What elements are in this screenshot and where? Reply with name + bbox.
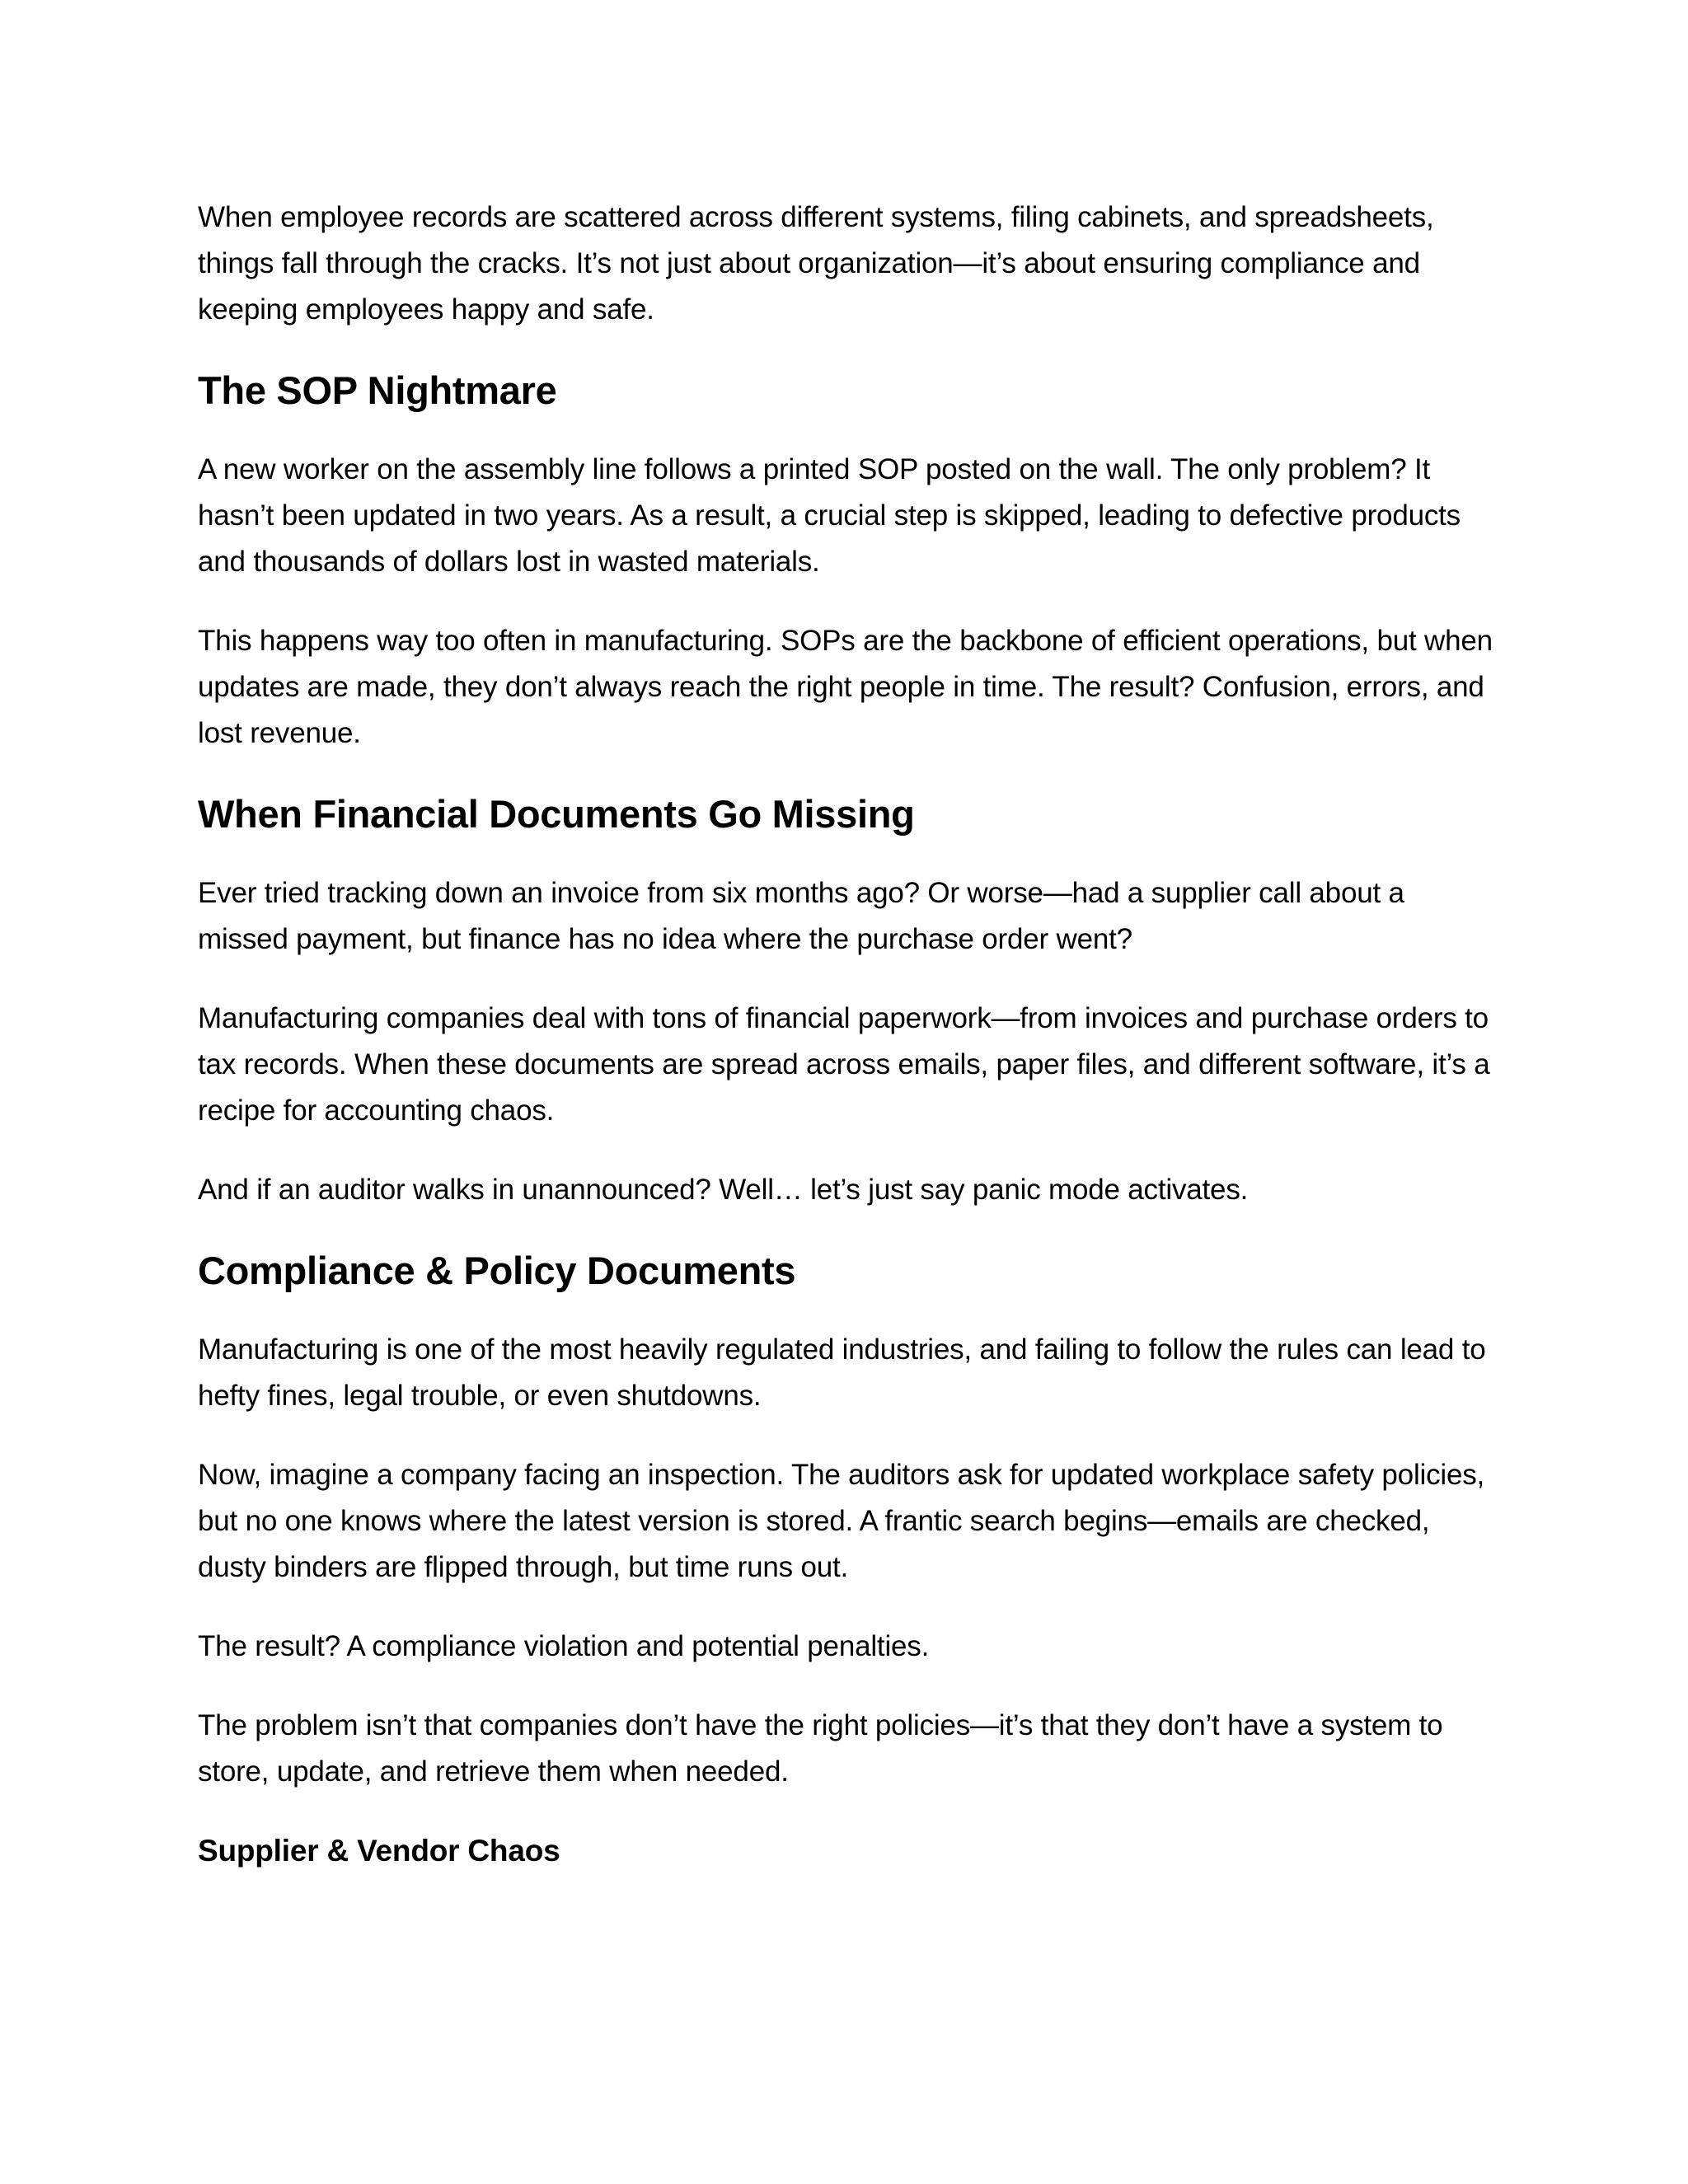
sop-heading: The SOP Nightmare — [198, 368, 557, 412]
compliance-paragraph-1: Manufacturing is one of the most heavily regulated industries, and failing to follow the rules can lead to hefty fines, legal trouble, or even shutdowns. — [198, 1333, 1486, 1412]
sop-paragraph-1: A new worker on the assembly line follows a printed SOP posted on the wall. The only problem? It hasn’t been updated in two years. As a result, a crucial step is skipped, leading to defective products and thousands of dollars lost in wasted materials. — [198, 453, 1461, 578]
financial-paragraph-1: Ever tried tracking down an invoice from six months ago? Or worse—had a supplier call about a missed payment, but finance has no idea where the purchase order went? — [198, 877, 1404, 955]
intro-paragraph: When employee records are scattered across different systems, filing cabinets, and spreadsheets, things fall through the cracks. It’s not just about organization—it’s about ensuring compliance and keeping employees happy and safe. — [198, 201, 1434, 326]
supplier-heading: Supplier & Vendor Chaos — [198, 1834, 560, 1868]
compliance-paragraph-2: Now, imagine a company facing an inspection. The auditors ask for updated workplace safety policies, but no one knows where the latest version is stored. A frantic search begins—emails are checked, dusty binders are flipped through, but time runs out. — [198, 1459, 1485, 1583]
sop-paragraph-2: This happens way too often in manufacturing. SOPs are the backbone of efficient operations, but when updates are made, they don’t always reach the right people in time. The result? Confusion, errors, and lost revenue. — [198, 625, 1493, 749]
financial-paragraph-2: Manufacturing companies deal with tons of financial paperwork—from invoices and purchase orders to tax records. When these documents are spread across emails, paper files, and different software, it’s a recipe for accounting chaos. — [198, 1002, 1490, 1127]
compliance-paragraph-3: The result? A compliance violation and potential penalties. — [198, 1630, 930, 1662]
financial-paragraph-3: And if an auditor walks in unannounced? Well… let’s just say panic mode activates. — [198, 1174, 1249, 1206]
compliance-heading: Compliance & Policy Documents — [198, 1249, 796, 1292]
document-page — [198, 194, 1500, 1874]
financial-heading: When Financial Documents Go Missing — [198, 792, 915, 836]
compliance-paragraph-4: The problem isn’t that companies don’t have the right policies—it’s that they don’t have a system to store, update, and retrieve them when needed. — [198, 1709, 1443, 1788]
